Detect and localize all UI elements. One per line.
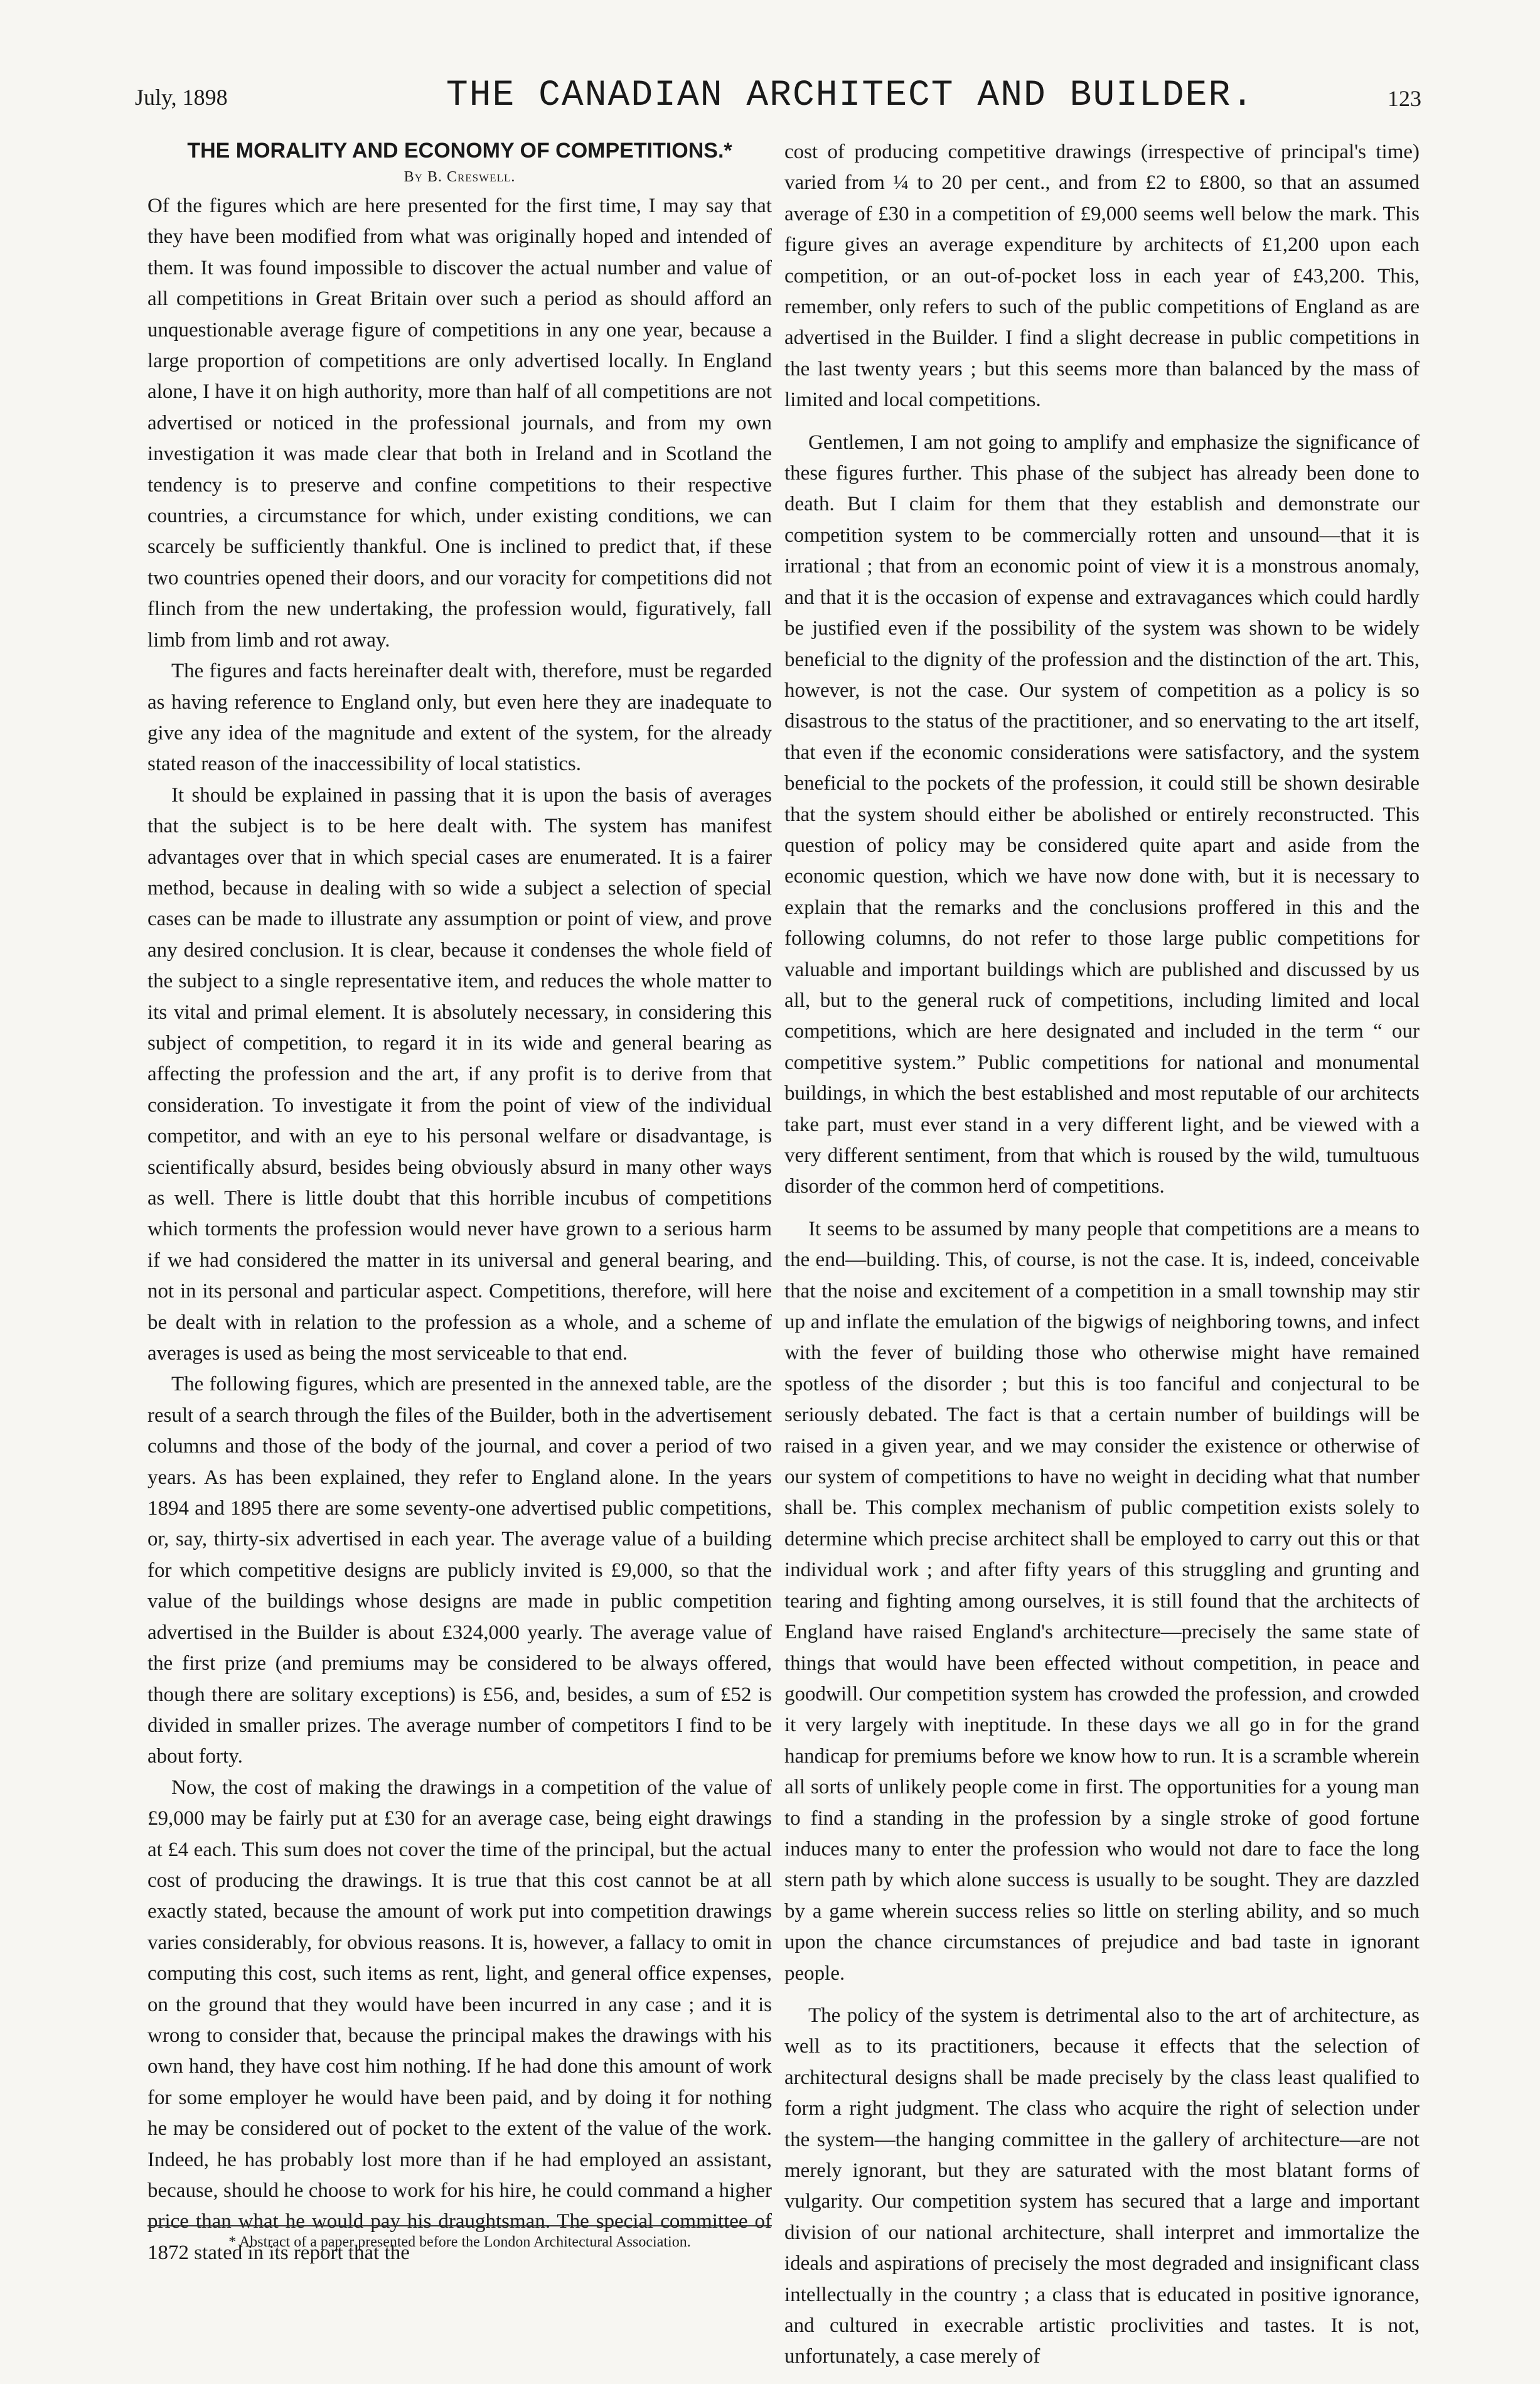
paragraph: The figures and facts hereinafter dealt with, therefore, must be regarded as having reference to England only, but even here they are inadequate to give any idea of the magnitude and extent of the system, for the already stated reason of the inaccessibility of local statistics. [147,660,772,776]
paragraph: It should be explained in passing that it is upon the basis of averages that the subject is to be here dealt with. The system has manifest advantages over that in which special cases are enumerated. It is a fairer method, because in dealing with so wide a subject a selection of special cases can be made to illustrate any assumption or point of view, and prove any desired conclusion. It is clear, because it condenses the whole field of the subject to a single representative item, and reduces the whole matter to its vital and primal element. It is absolutely necessary, in considering this subject of competition, to regard it in its wide and general bearing as affecting the profession and the art, if any profit is to derive from that consideration. To investigate it from the point of view of the individual competitor, and with an eye to his personal welfare or disadvantage, is scientifically absurd, besides being obviously absurd in many other ways as well. There is little doubt that this horrible incubus of competitions which torments the profession would never have grown to a serious harm if we had considered the matter in its universal and general bearing, and not in its personal and particular aspect. Competitions, therefore, will here be dealt with in relation to the profession as a whole, and a scheme of averages is used as being the most serviceable to that end. [147,783,772,1365]
paragraph: It seems to be assumed by many people that competitions are a means to the end—building. This, of course, is not the case. It is, indeed, conceivable that the noise and excitement of a competition in a small township may stir up and inflate the emulation of the bigwigs of neighboring towns, and infect with the fever of building those who otherwise might have remained spotless of the disorder ; but this is too fanciful and conjectural to be seriously debated. The fact is that a certain number of buildings will be raised in a given year, and we may consider the existence or otherwise of our system of competitions to have no weight in deciding what that number shall be. This complex mechanism of public competition exists solely to determine which precise architect shall be employed to carry out this or that individual work ; and after fifty years of this struggling and grunting and tearing and fighting among ourselves, it is still found that the architects of England have raised England's architecture—precisely the same state of things that would have been effected without competition, in peace and goodwill. Our competition system has crowded the profession, and crowded it very largely with ineptitude. In these days we all go in for the grand handicap for premiums before we know how to run. It is a scramble wherein all sorts of unlikely people come in first. The opportunities for a young man to find a standing in the profession by a single stroke of good fortune induces many to enter the profession who would not dare to face the long stern path by which alone success is usually to be sought. They are dazzled by a game wherein success relies so little on sterling ability, and so much upon the chance circumstances of prejudice and bad taste in ignorant people. [784,1217,1420,1985]
page-number: 123 [1388,86,1421,111]
paragraph: cost of producing competitive drawings (irrespective of principal's time) varied from ¼ to 20 per cent., and from £2 to £800, so that an assumed average of £30 in a competition of £9,000 seems well below the mark. This figure gives an average expenditure by architects of £1,200 upon each competition, or an out-of-pocket loss in each year of £43,200. This, remember, only refers to such of the public competitions of England as are advertised in the Builder. I find a slight decrease in public competitions in the last twenty years ; but this seems more than balanced by the mass of limited and local competitions. [784,141,1420,412]
page-header [135,75,1421,126]
paragraph: The policy of the system is detrimental also to the art of architecture, as well as to its practitioners, because it effects that the selection of architectural designs shall be made precisely by the class least qualified to form a right judgment. The class who acquire the right of selection under the system—the hanging committee in the gallery of architecture—are not merely ignorant, but they are saturated with the most blatant forms of vulgarity. Our competition system has secured that a large and important division of our national architecture, shall interpret and immortalize the ideals and aspirations of precisely the most degraded and insignificant class intellectually in the country ; a class that is educated in positive ignorance, and cultured in execrable artistic proclivities and tastes. It is not, unfortunately, a case merely of [784,2004,1420,2368]
left-column [147,137,772,2269]
paragraph: The following figures, which are presented in the annexed table, are the result of a search through the files of the Builder, both in the advertisement columns and those of the body of the journal, and cover a period of two years. As has been explained, they refer to England alone. In the years 1894 and 1895 there are some seventy-one advertised public competitions, or, say, thirty-six advertised in each year. The average value of a building for which competitive designs are publicly invited is £9,000, so that the value of the buildings whose designs are made in public competition advertised in the Builder is about £324,000 yearly. The average value of the first prize (and premiums may be considered to be always offered, though there are solitary exceptions) is £56, and, besides, a sum of £52 is divided in smaller prizes. The average number of competitors I find to be about forty. [147,1373,772,1768]
article-byline: By B. Creswell. [404,169,516,185]
paragraph: Gentlemen, I am not going to amplify and emphasize the significance of these figures further. This phase of the subject has already been done to death. But I claim for them that they establish and demonstrate our competition system to be commercially rotten and unsound—that it is irrational ; that from an economic point of view it is a monstrous anomaly, and that it is the occasion of expense and extravagances which could hardly be justified even if the possibility of the system was shown to be widely beneficial to the dignity of the profession and the distinction of the art. This, however, is not the case. Our system of competition as a policy is so disastrous to the status of the practitioner, and so enervating to the art itself, that even if the economic considerations were satisfactory, and the system beneficial to the pockets of the profession, it could still be shown desirable that the system should either be abolished or entirely reconstructed. This question of policy may be considered quite apart and aside from the economic question, which we have now done with, but it is necessary to explain that the remarks and the conclusions proffered in this and the following columns, do not refer to those large public competitions for valuable and important buildings which are published and discussed by us all, but to the general ruck of competitions, including limited and local competitions, which are here designated and included in the term “ our competitive system.” Public competitions for national and monumental buildings, in which the best established and most reputable of our architects take part, must ever stand in a very different light, and be viewed with a very different sentiment, from that which is roused by the wild, tumultuous disorder of the common herd of competitions. [784,431,1420,1198]
paragraph: Now, the cost of making the drawings in a competition of the value of £9,000 may be fairly put at £30 for an average case, being eight drawings at £4 each. This sum does not cover the time of the principal, but the actual cost of producing the drawings. It is true that this cost cannot be at all exactly stated, because the amount of work put into competition drawings varies considerably, for obvious reasons. It is, however, a fallacy to omit in computing this cost, such items as rent, light, and general office expenses, on the ground that they would have been incurred in any case ; and it is wrong to consider that, because the principal makes the drawings with his own hand, they have cost him nothing. If he had done this amount of work for some employer he would have been paid, and by doing it for nothing he may be considered out of pocket to the extent of the value of the work. Indeed, he has probably lost more than if he had employed an assistant, because, should he choose to work for his hire, he could command a higher price than what he would pay his draughtsman. The special committee of 1872 stated in its report that the [147,1776,772,2264]
issue-date: July, 1898 [135,85,228,110]
article-title: THE MORALITY AND ECONOMY OF COMPETITIONS.* [187,139,732,163]
paragraph: Of the figures which are here presented for the first time, I may say that they have been modified from what was originally hoped and intended of them. It was found impossible to discover the actual number and value of all competitions in Great Britain over such a period as should afford an unquestionable average figure of competitions in any one year, because a large proportion of competitions are only advertised locally. In England alone, I have it on high authority, more than half of all competitions are not advertised or noticed in the professional journals, and from my own investigation it was made clear that both in Ireland and in Scotland the tendency is to preserve and confine competitions to their respective countries, a circumstance for which, under existing conditions, we can scarcely be sufficiently thankful. One is inclined to predict that, if these two countries opened their doors, and our voracity for competitions did not flinch from the new undertaking, the profession would, figuratively, fall limb from limb and rot away. [147,195,772,652]
masthead: THE CANADIAN ARCHITECT AND BUILDER. [446,75,1255,116]
right-column [784,137,1420,2384]
footnote-divider [147,2225,772,2226]
footnote: * Abstract of a paper presented before the London Architectural Association. [228,2234,691,2250]
